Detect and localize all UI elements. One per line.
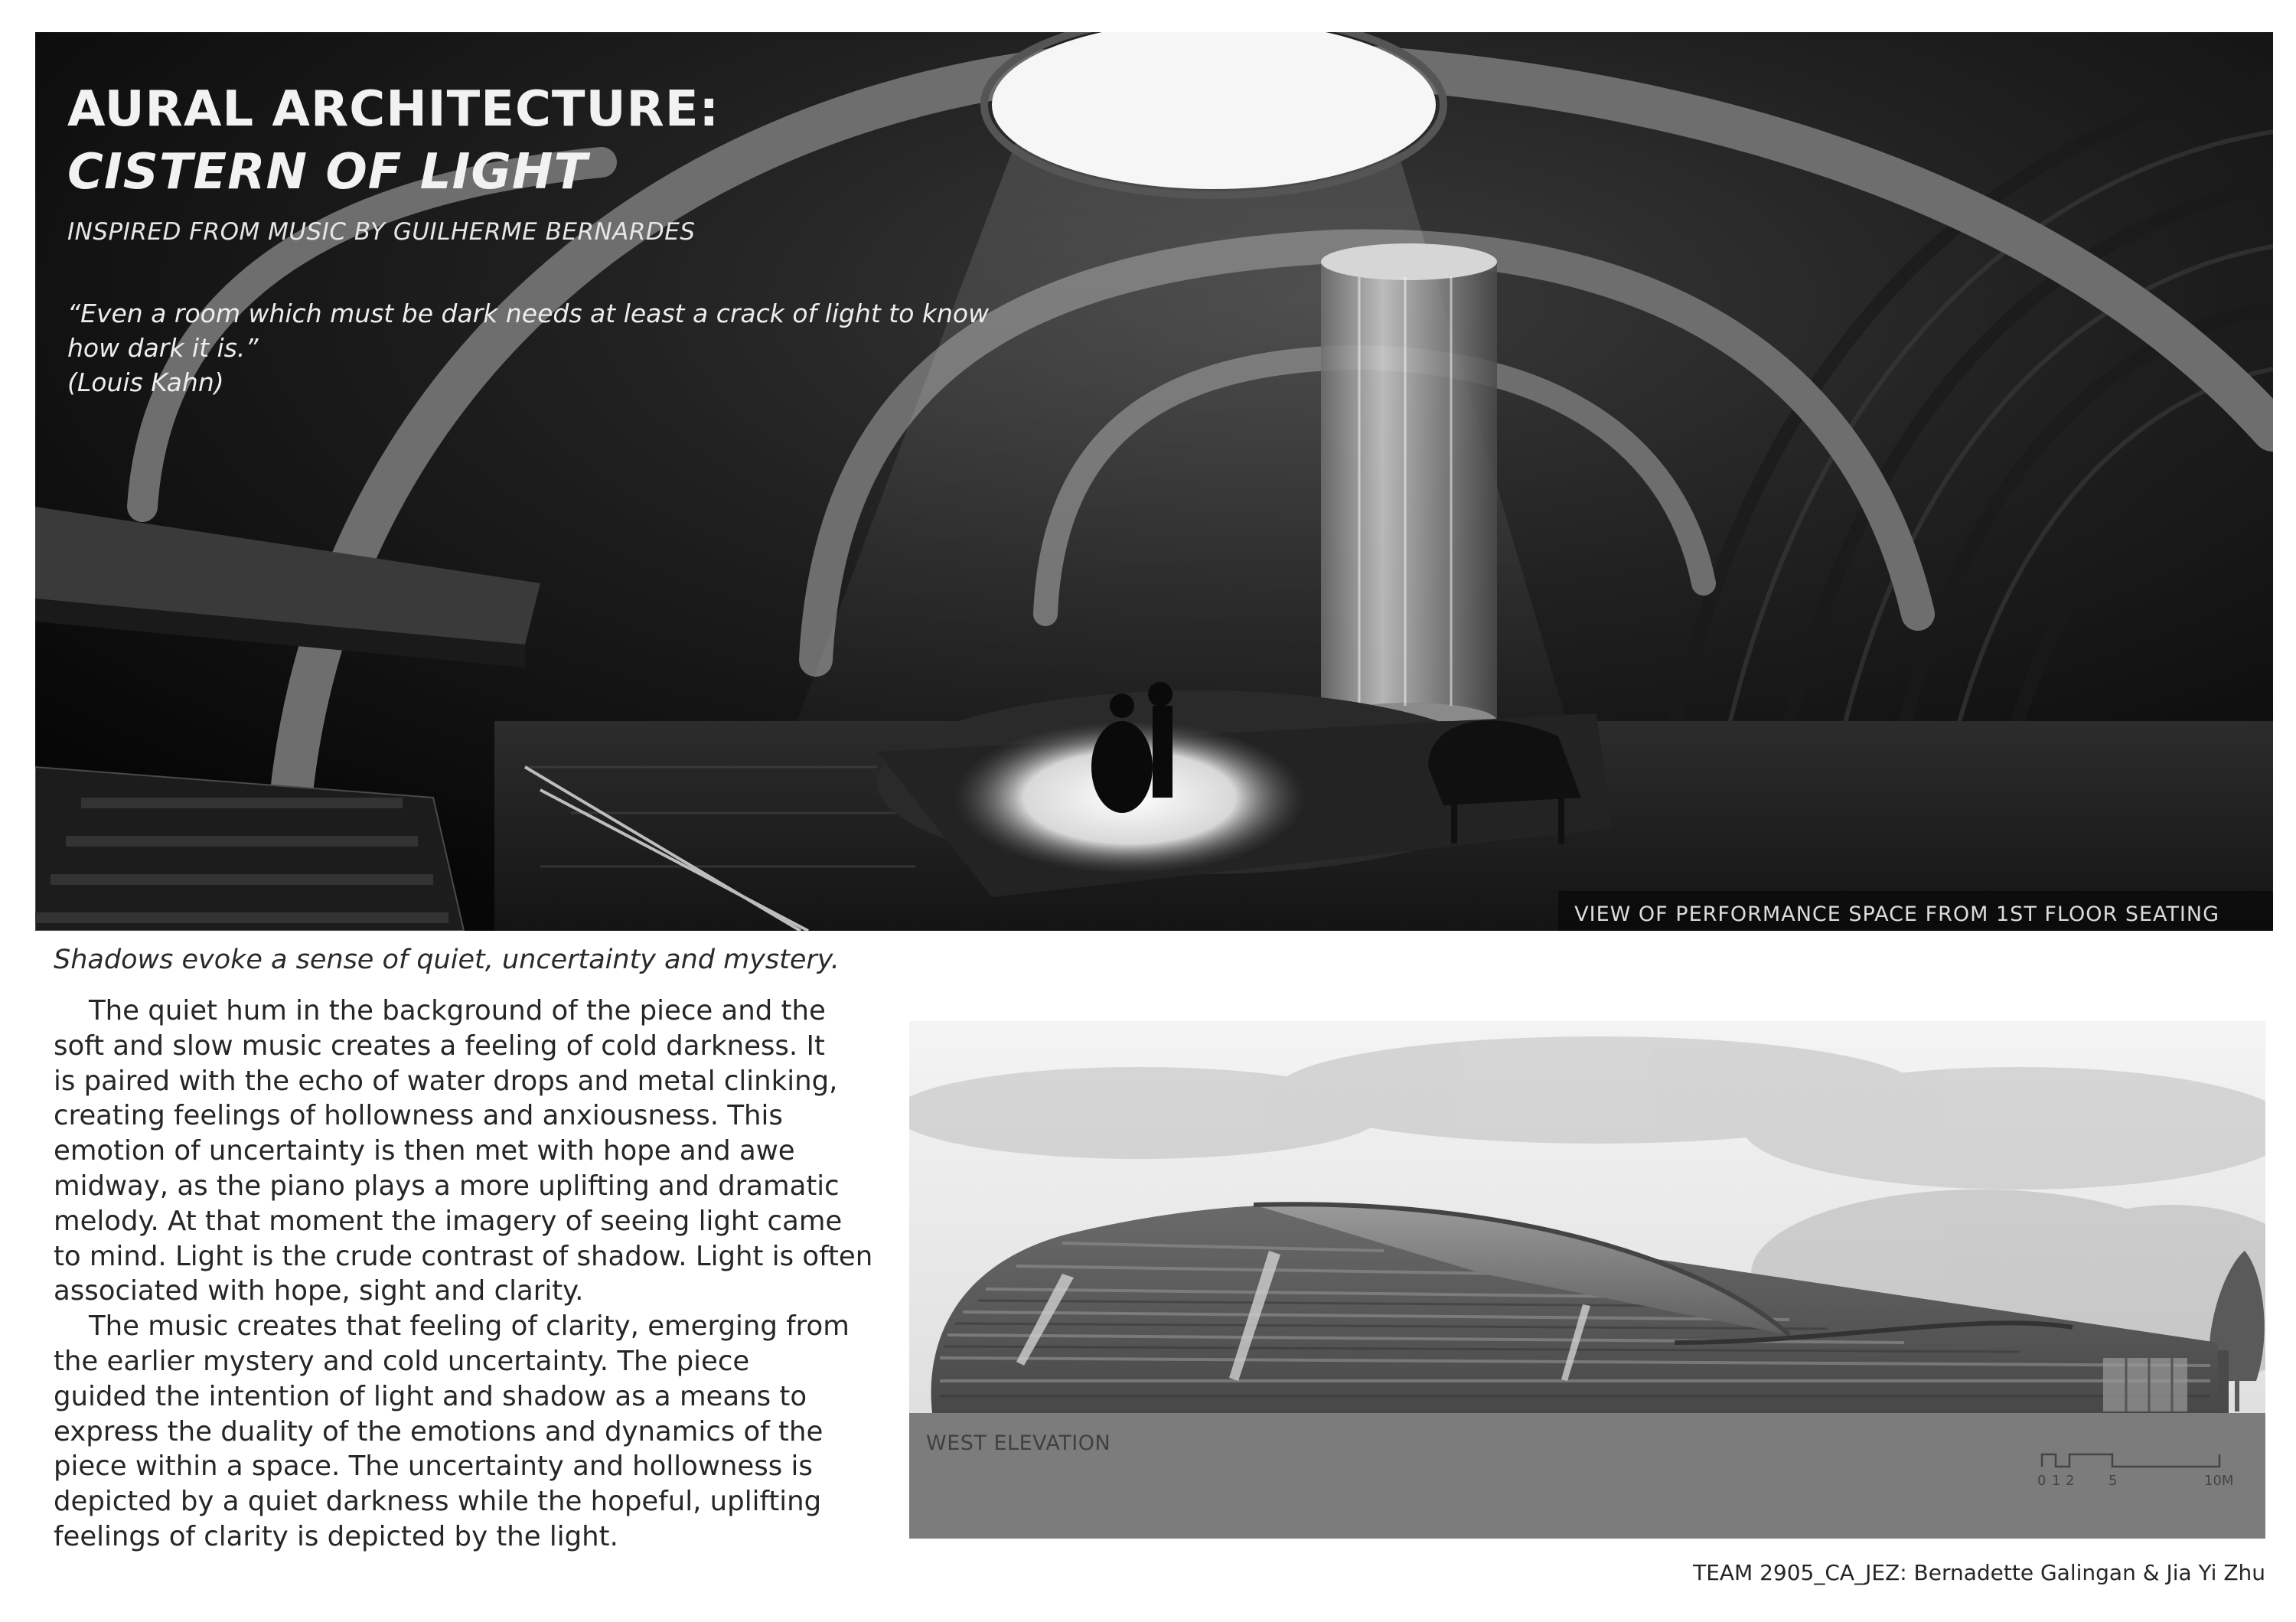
quote-line-2: how dark it is.”	[67, 333, 259, 363]
text-line: feelings of clarity is depicted by the light.	[54, 1520, 618, 1552]
text-line: associated with hope, sight and clarity.	[54, 1275, 584, 1307]
text-line: piece within a space. The uncertainty and hollowness is	[54, 1451, 813, 1483]
subtitle: INSPIRED FROM MUSIC BY GUILHERME BERNARDES	[67, 218, 696, 246]
page-title	[67, 78, 719, 204]
scale-tick-10m: 10M	[2204, 1473, 2234, 1489]
text-line: creating feelings of hollowness and anxiousness. This	[54, 1100, 783, 1132]
description-text	[54, 994, 895, 1555]
scale-tick-1: 1	[2052, 1473, 2061, 1489]
lead-sentence: Shadows evoke a sense of quiet, uncertainty and mystery.	[54, 945, 840, 975]
text-line: depicted by a quiet darkness while the hopeful, uplifting	[54, 1486, 822, 1518]
elevation-label: WEST ELEVATION	[926, 1431, 1111, 1455]
scale-bar-graphic	[2036, 1450, 2235, 1468]
text-line: is paired with the echo of water drops and metal clinking,	[54, 1065, 838, 1097]
west-elevation-drawing	[909, 1021, 2265, 1539]
scale-bar	[2036, 1450, 2235, 1496]
scale-tick-5: 5	[2108, 1473, 2118, 1489]
title-line-2: CISTERN OF LIGHT	[67, 144, 589, 201]
text-line: soft and slow music creates a feeling of cold darkness. It	[54, 1030, 825, 1062]
text-line: melody. At that moment the imagery of seeing light came	[54, 1205, 843, 1237]
text-line: The music creates that feeling of clarity, emerging from	[89, 1310, 850, 1343]
scale-tick-2: 2	[2066, 1473, 2075, 1489]
rendering-caption: VIEW OF PERFORMANCE SPACE FROM 1ST FLOOR SEATING	[1574, 902, 2219, 926]
text-line: guided the intention of light and shadow as a means to	[54, 1380, 807, 1412]
quote-line-1: “Even a room which must be dark needs at least a crack of light to know	[67, 299, 990, 328]
scale-tick-0: 0	[2037, 1473, 2047, 1489]
text-line: express the duality of the emotions and dynamics of the	[54, 1415, 823, 1447]
quote-author: (Louis Kahn)	[67, 367, 224, 397]
team-credit: TEAM 2905_CA_JEZ: Bernadette Galingan & Jia Yi Zhu	[1693, 1560, 2265, 1585]
kahn-quote	[67, 296, 1169, 400]
text-line: midway, as the piano plays a more uplifting and dramatic	[54, 1170, 840, 1202]
text-line: emotion of uncertainty is then met with hope and awe	[54, 1135, 795, 1167]
text-line: to mind. Light is the crude contrast of shadow. Light is often	[54, 1240, 873, 1272]
title-line-1: AURAL ARCHITECTURE:	[67, 81, 720, 138]
hero-rendering	[35, 32, 2273, 931]
text-line: the earlier mystery and cold uncertainty. The piece	[54, 1345, 750, 1377]
text-line: The quiet hum in the background of the piece and the	[89, 995, 826, 1026]
